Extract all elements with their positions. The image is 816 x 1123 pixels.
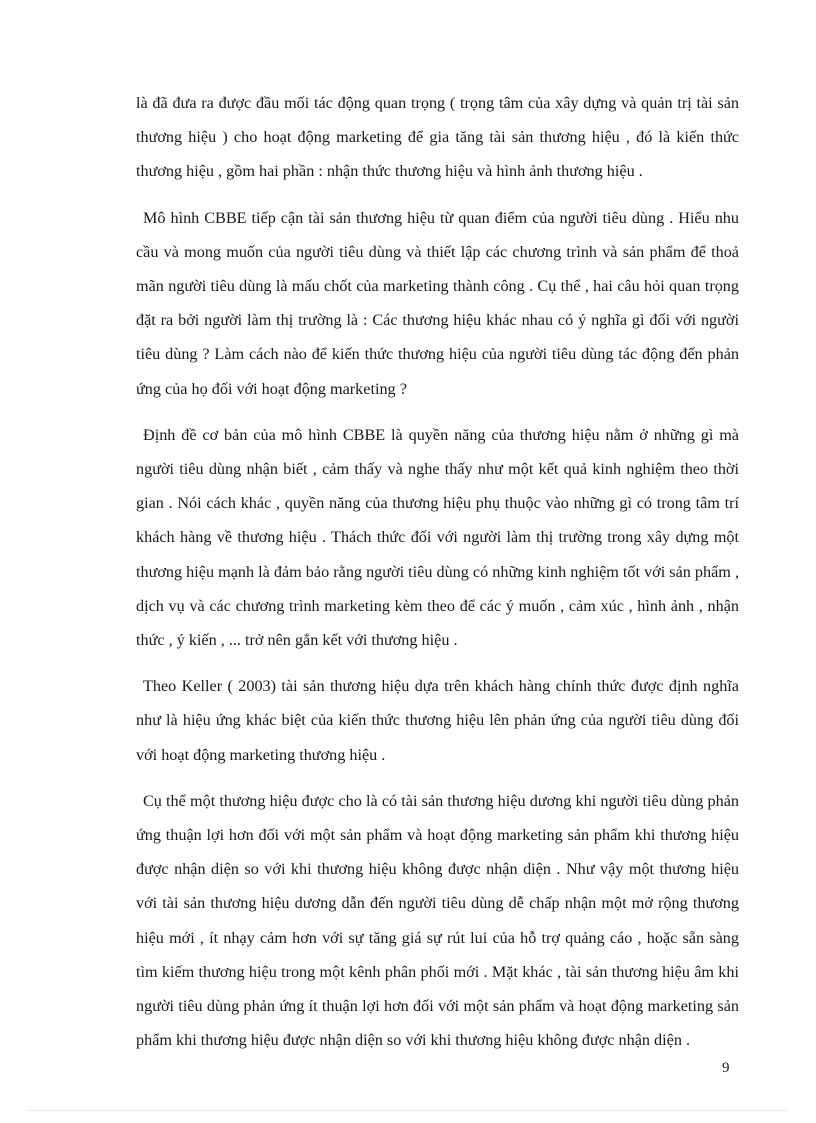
page-number: 9: [722, 1060, 730, 1076]
document-body: [136, 86, 739, 1069]
paragraph-3: Định đề cơ bản của mô hình CBBE là quyền năng của thương hiệu nằm ở những gì mà người tiêu dùng nhận biết , cảm thấy và nghe thấy như một kết quả kinh nghiệm theo thời gian . Nói cách khác , quyền năng của thương hiệu phụ thuộc vào những gì có trong tâm trí khách hàng về thương hiệu . Thách thức đối với người làm thị trường trong xây dựng một thương hiệu mạnh là đảm bảo rằng người tiêu dùng có những kinh nghiệm tốt với sản phẩm , dịch vụ và các chương trình marketing kèm theo để các ý muốn , cảm xúc , hình ảnh , nhận thức , ý kiến , ... trở nên gắn kết với thương hiệu .: [136, 425, 739, 650]
paragraph-4: Theo Keller ( 2003) tài sản thương hiệu dựa trên khách hàng chính thức được định nghĩa như là hiệu ứng khác biệt của kiến thức thương hiệu lên phản ứng của người tiêu dùng đối với hoạt động marketing thương hiệu .: [136, 677, 739, 764]
paragraph-1: là đã đưa ra được đầu mối tác động quan trọng ( trọng tâm của xây dựng và quản trị tài sản thương hiệu ) cho hoạt động marketing để gia tăng tài sản thương hiệu , đó là kiến thức thương hiệu , gồm hai phần : nhận thức thương hiệu và hình ảnh thương hiệu .: [136, 94, 739, 181]
page-bottom-divider: [28, 1110, 788, 1111]
paragraph-2: Mô hình CBBE tiếp cận tài sản thương hiệu từ quan điểm của người tiêu dùng . Hiểu nhu cầu và mong muốn của người tiêu dùng và thiết lập các chương trình và sản phẩm để thoả mãn người tiêu dùng là mấu chốt của marketing thành công . Cụ thể , hai câu hỏi quan trọng đặt ra bởi người làm thị trường là : Các thương hiệu khác nhau có ý nghĩa gì đối với người tiêu dùng ? Làm cách nào để kiến thức thương hiệu của người tiêu dùng tác động đến phản ứng của họ đối với hoạt động marketing ?: [136, 208, 739, 398]
paragraph-5: Cụ thể một thương hiệu được cho là có tài sản thương hiệu dương khi người tiêu dùng phản ứng thuận lợi hơn đối với một sản phẩm và hoạt động marketing sản phẩm khi thương hiệu được nhận diện so với khi thương hiệu không được nhận diện . Như vậy một thương hiệu với tài sản thương hiệu dương dẫn đến người tiêu dùng dễ chấp nhận một mở rộng thương hiệu mới , ít nhạy cảm hơn với sự tăng giá sự rút lui của hỗ trợ quảng cáo , hoặc sẵn sàng tìm kiếm thương hiệu trong một kênh phân phối mới . Mặt khác , tài sản thương hiệu âm khi người tiêu dùng phản ứng ít thuận lợi hơn đối với một sản phẩm và hoạt động marketing sản phẩm khi thương hiệu được nhận diện so với khi thương hiệu không được nhận diện .: [136, 791, 739, 1050]
